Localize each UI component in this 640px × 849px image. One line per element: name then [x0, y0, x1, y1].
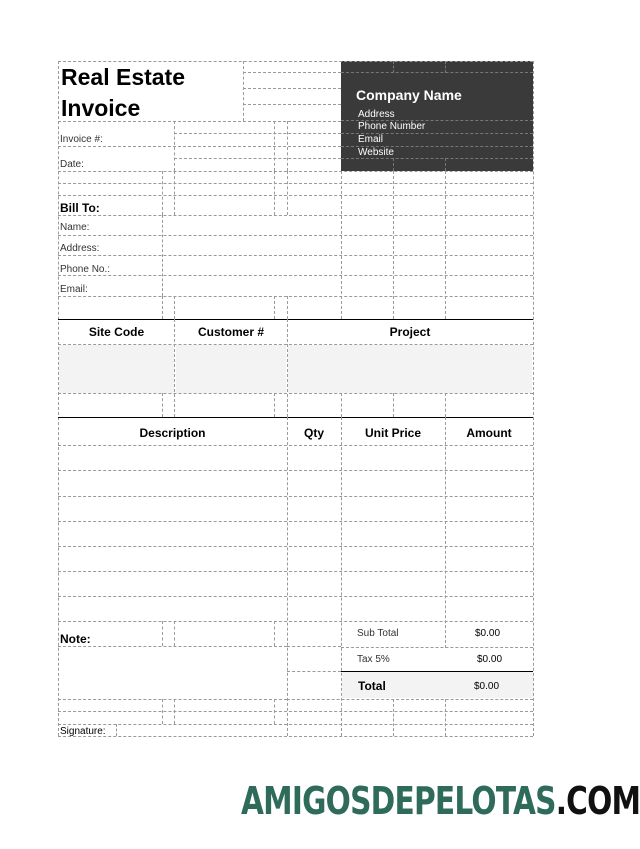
address-label: Address:: [60, 243, 100, 254]
tax-value: $0.00: [477, 654, 503, 665]
bill-to-label: Bill To:: [60, 201, 100, 215]
name-label: Name:: [60, 222, 90, 233]
company-email: Email: [358, 134, 384, 145]
invoice-title: [61, 62, 185, 124]
date-label: Date:: [60, 159, 84, 170]
company-phone: Phone Number: [358, 121, 426, 132]
description-header: Description: [139, 426, 206, 440]
project-cell[interactable]: [288, 345, 532, 393]
watermark-part2: .COM: [555, 779, 640, 823]
total-value: $0.00: [474, 681, 500, 692]
invoice-title-line1: Real Estate: [61, 64, 186, 90]
watermark: [241, 779, 640, 823]
invoice-number-label: Invoice #:: [60, 134, 103, 145]
unit-price-header: Unit Price: [364, 426, 421, 440]
invoice-title-line2: Invoice: [61, 95, 141, 121]
amount-header: Amount: [466, 426, 512, 440]
tax-label: Tax 5%: [357, 654, 390, 665]
subtotal-value: $0.00: [475, 628, 501, 639]
site-code-header: Site Code: [88, 325, 145, 339]
phone-label: Phone No.:: [60, 264, 111, 275]
qty-header: Qty: [303, 426, 324, 440]
note-label: Note:: [60, 632, 91, 646]
customer-number-cell[interactable]: [176, 345, 286, 393]
watermark-part1: AMIGOSDEPELOTAS: [241, 779, 556, 823]
project-header: Project: [389, 325, 431, 339]
subtotal-label: Sub Total: [357, 628, 399, 639]
company-website: Website: [358, 147, 394, 158]
site-code-cell[interactable]: [59, 345, 174, 393]
email-label: Email:: [60, 284, 88, 295]
company-address: Address: [358, 109, 395, 120]
signature-label: Signature:: [60, 726, 106, 737]
company-name: Company Name: [356, 87, 462, 103]
total-label: Total: [358, 679, 386, 693]
customer-number-header: Customer #: [197, 325, 265, 339]
